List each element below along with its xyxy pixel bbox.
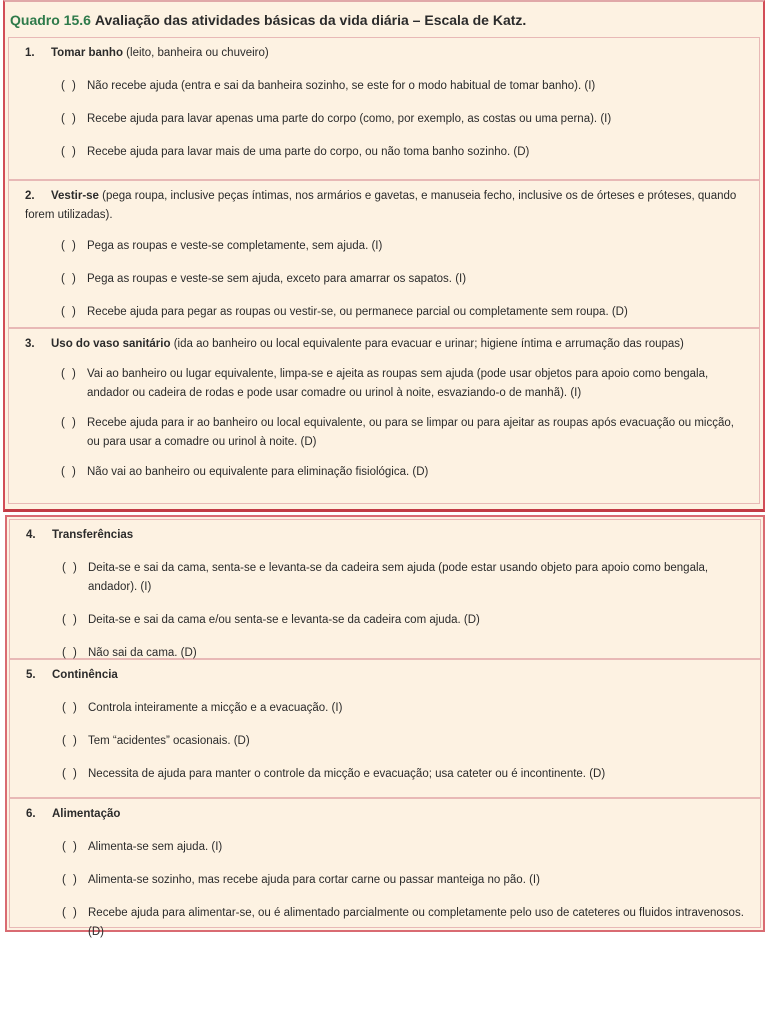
section-name: Vestir-se: [51, 190, 99, 202]
list-item: ( ) Deita-se e sai da cama, senta-se e levanta-se da cadeira sem ajuda (pode estar usando objeto para apoio como bengala, andador). (I): [10, 559, 760, 597]
section-description: (leito, banheira ou chuveiro): [122, 47, 269, 59]
section-description: (ida ao banheiro ou local equivalente para evacuar e urinar; higiene íntima e arrumação das roupas): [170, 338, 684, 350]
section-number: 4.: [26, 529, 36, 541]
list-item: ( ) Recebe ajuda para alimentar-se, ou é alimentado parcialmente ou completamente pelo uso de cateteres ou fluidos intravenosos. (D): [10, 904, 760, 942]
section-header: [10, 660, 760, 685]
section-transferencias: [9, 519, 761, 659]
checkbox-icon[interactable]: ( ): [61, 80, 78, 92]
section-header: [9, 329, 759, 354]
section-alimentacao: [9, 798, 761, 938]
section-header: [9, 38, 759, 63]
list-item: ( ) Pega as roupas e veste-se completamente, sem ajuda. (I): [9, 237, 759, 256]
section-continencia: [9, 659, 761, 798]
checkbox-icon[interactable]: ( ): [61, 368, 78, 380]
checkbox-icon[interactable]: ( ): [62, 562, 79, 574]
list-item: ( ) Necessita de ajuda para manter o controle da micção e evacuação; usa cateter ou é incontinente. (D): [10, 765, 760, 784]
list-item: ( ) Recebe ajuda para lavar apenas uma parte do corpo (como, por exemplo, as costas ou uma perna). (I): [9, 110, 759, 129]
section-vestir-se: [8, 180, 760, 328]
list-item: ( ) Não recebe ajuda (entra e sai da banheira sozinho, se este for o modo habitual de tomar banho). (I): [9, 77, 759, 96]
checkbox-icon[interactable]: ( ): [61, 273, 78, 285]
section-number: 5.: [26, 669, 36, 681]
table-title: [5, 2, 763, 37]
section-number: 2.: [25, 190, 35, 202]
section-description: (pega roupa, inclusive peças íntimas, nos armários e gavetas, e manuseia fecho, inclusive os de órteses e próteses, quando forem utilizadas).: [25, 190, 737, 221]
section-name: Tomar banho: [51, 47, 123, 59]
list-item: ( ) Não sai da cama. (D): [10, 644, 760, 663]
list-item: ( ) Não vai ao banheiro ou equivalente para eliminação fisiológica. (D): [9, 463, 759, 482]
table-label: Quadro 15.6: [10, 11, 91, 28]
list-item: ( ) Recebe ajuda para lavar mais de uma parte do corpo, ou não toma banho sozinho. (D): [9, 143, 759, 162]
checkbox-icon[interactable]: ( ): [61, 306, 78, 318]
section-name: Uso do vaso sanitário: [51, 338, 171, 350]
section-name: Transferências: [52, 529, 134, 541]
section-header: [9, 181, 759, 225]
checkbox-icon[interactable]: ( ): [62, 874, 79, 886]
table-title-text: Avaliação das atividades básicas da vida diária – Escala de Katz.: [94, 11, 527, 28]
list-item: ( ) Deita-se e sai da cama e/ou senta-se e levanta-se da cadeira com ajuda. (D): [10, 611, 760, 630]
section-number: 1.: [25, 47, 35, 59]
checkbox-icon[interactable]: ( ): [62, 614, 79, 626]
checkbox-icon[interactable]: ( ): [61, 417, 78, 429]
katz-scale-panel-2: [5, 515, 765, 938]
list-item: ( ) Controla inteiramente a micção e a evacuação. (I): [10, 699, 760, 718]
list-item: ( ) Pega as roupas e veste-se sem ajuda, exceto para amarrar os sapatos. (I): [9, 270, 759, 289]
checkbox-icon[interactable]: ( ): [61, 113, 78, 125]
checkbox-icon[interactable]: ( ): [62, 768, 79, 780]
list-item: ( ) Alimenta-se sem ajuda. (I): [10, 838, 760, 857]
checkbox-icon[interactable]: ( ): [62, 907, 79, 919]
checkbox-icon[interactable]: ( ): [61, 240, 78, 252]
checkbox-icon[interactable]: ( ): [61, 466, 78, 478]
katz-scale-panel-1: [3, 0, 765, 512]
section-name: Alimentação: [52, 808, 121, 820]
list-item: ( ) Alimenta-se sozinho, mas recebe ajuda para cortar carne ou passar manteiga no pão. (I): [10, 871, 760, 890]
section-tomar-banho: [8, 37, 760, 180]
section-name: Continência: [52, 669, 118, 681]
list-item: ( ) Recebe ajuda para pegar as roupas ou vestir-se, ou permanece parcial ou completamente sem roupa. (D): [9, 303, 759, 322]
section-number: 6.: [26, 808, 36, 820]
checkbox-icon[interactable]: ( ): [62, 702, 79, 714]
list-item: ( ) Recebe ajuda para ir ao banheiro ou local equivalente, ou para se limpar ou para ajeitar as roupas após evacuação ou micção, ou para usar a comadre ou urinol à noite. (D): [9, 414, 759, 452]
section-header: [10, 799, 760, 824]
checkbox-icon[interactable]: ( ): [62, 647, 79, 659]
checkbox-icon[interactable]: ( ): [62, 841, 79, 853]
checkbox-icon[interactable]: ( ): [62, 735, 79, 747]
section-header: [10, 520, 760, 545]
list-item: ( ) Tem “acidentes” ocasionais. (D): [10, 732, 760, 751]
list-item: ( ) Vai ao banheiro ou lugar equivalente, limpa-se e ajeita as roupas sem ajuda (pode usar objetos para apoio como bengala, andador ou cadeira de rodas e pode usar comadre ou urinol à noite, esvaziando-o de manhã). (I): [9, 365, 759, 403]
checkbox-icon[interactable]: ( ): [61, 146, 78, 158]
section-uso-vaso-sanitario: [8, 328, 760, 504]
section-number: 3.: [25, 338, 35, 350]
